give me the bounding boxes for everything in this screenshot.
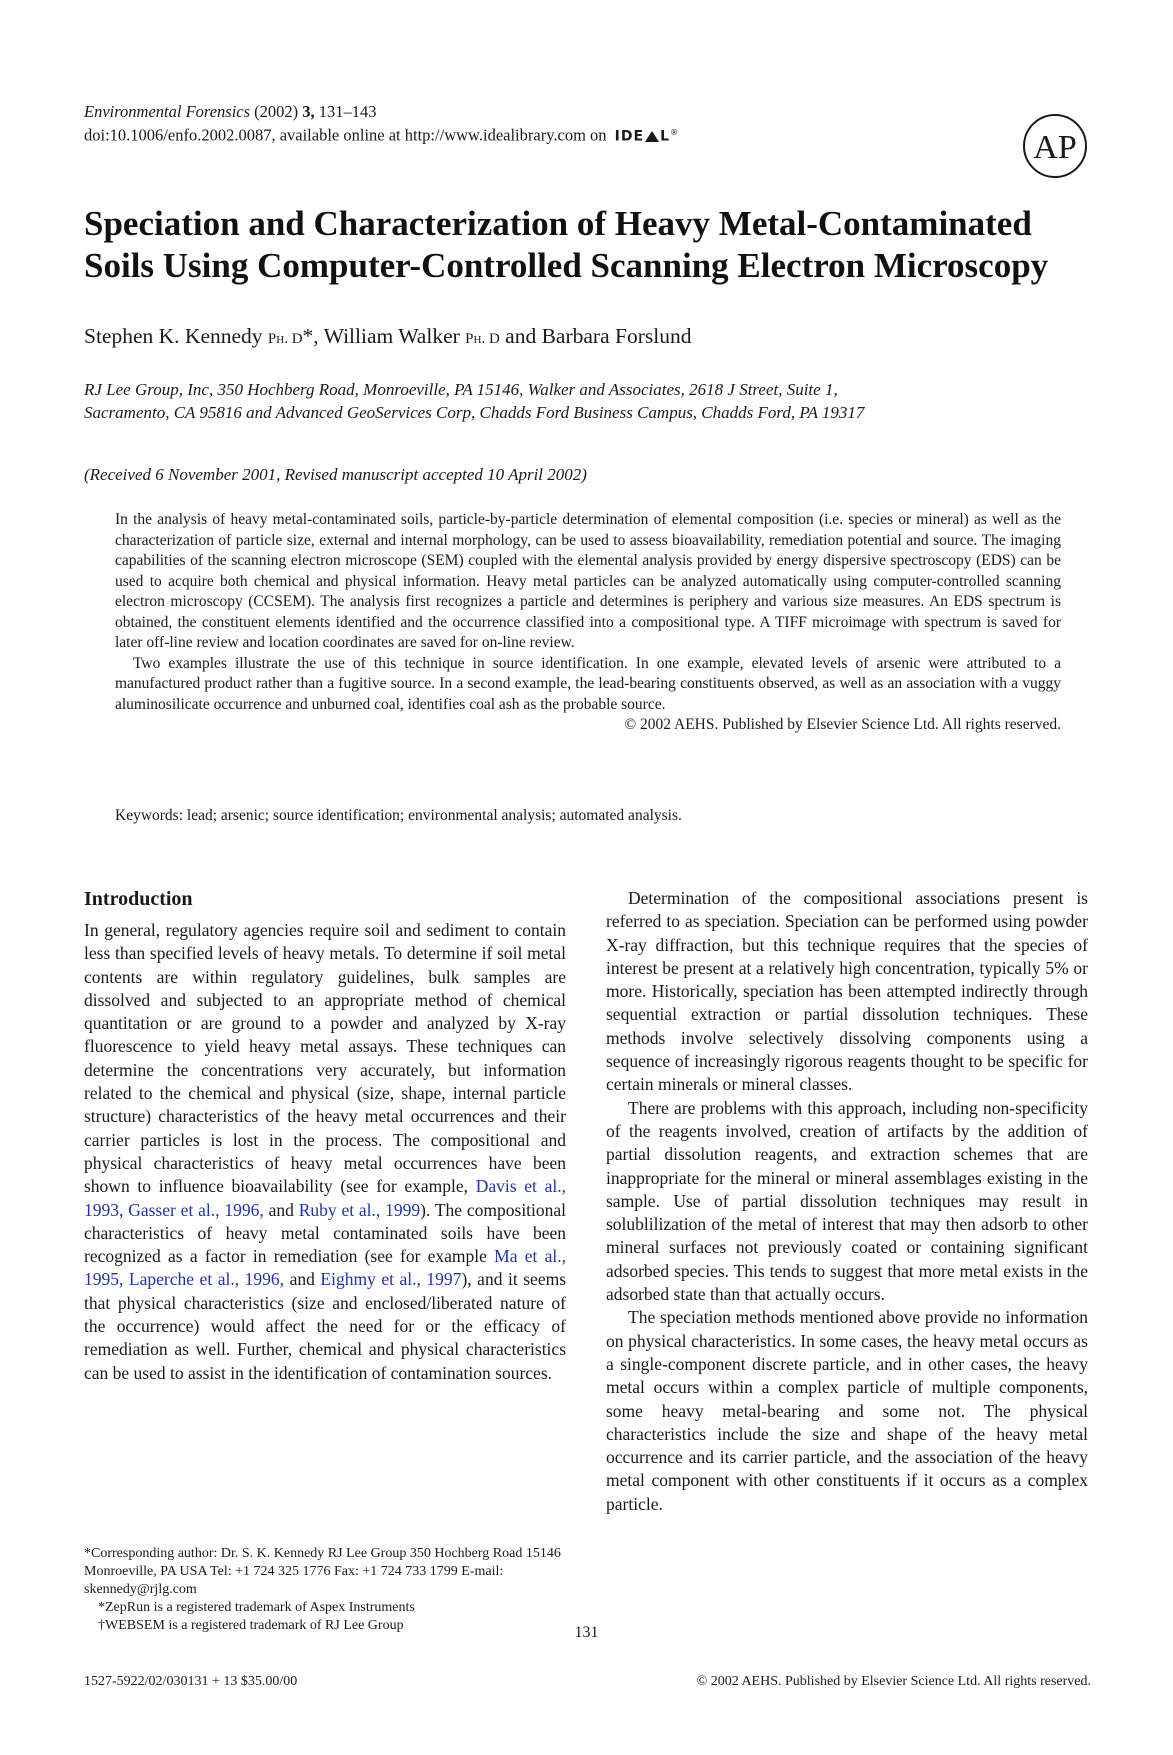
citation-eighmy-1997[interactable]: Eighmy et al., 1997 (320, 1269, 462, 1290)
author-2-degree: Ph. D (465, 331, 500, 347)
intro-paragraph (84, 919, 566, 1385)
intro-and-2: and (289, 1269, 315, 1290)
citation-gasser-1996[interactable]: Gasser et al., 1996, (128, 1199, 264, 1220)
page-number: 131 (574, 1624, 599, 1641)
affiliation-line-2: Sacramento, CA 95816 and Advanced GeoServices Corp, Chadds Ford Business Campus, Chadds Ford, PA 19317 (84, 402, 865, 422)
citation-laperche-1996[interactable]: Laperche et al., 1996, (128, 1269, 285, 1290)
section-heading-introduction: Introduction (84, 888, 193, 910)
abstract-paragraph-2-text: Two examples illustrate the use of this technique in source identification. In one example, elevated levels of arsenic were attributed to a manufactured product rather than a fugitive source. In a second example, the lead-bearing constituents observed, as well as an association with a vuggy aluminosilicate occurrence and unburned coal, identifies coal ash as the probable source. (115, 654, 1061, 713)
footer-issn: 1527-5922/02/030131 + 13 $35.00/00 (84, 1674, 298, 1689)
keywords: Keywords: lead; arsenic; source identification; environmental analysis; automated analysis. (115, 807, 682, 824)
intro-text-c: ), and it seems that physical characteristics (size and enclosed/liberated nature of the occurrence) would affect the need for or the efficacy of remediation as well. Further, chemical and physical characteristics can be used to assist in the identification of contamination sources. (84, 1269, 567, 1383)
author-2-name: William Walker (323, 324, 460, 348)
journal-year: (2002) (254, 102, 299, 121)
journal-name: Environmental Forensics (84, 102, 251, 121)
title-line-1: Speciation and Characterization of Heavy Metal-Contaminated (84, 204, 1032, 243)
title-line-2: Soils Using Computer-Controlled Scanning Electron Microscopy (84, 246, 1049, 285)
journal-header (84, 101, 679, 148)
author-1-degree: Ph. D (267, 331, 303, 347)
right-paragraph-1: Determination of the compositional associations present is referred to as speciation. Speciation can be performed using powder X-ray diffraction, but this technique requires that the species of interest be present at a relatively high concentration, typically 5% or more. Historically, speciation has been attempted indirectly through sequential extraction or partial dissolution techniques. These methods involve selectively dissolving components using a sequence of increasingly rigorous reagents thought to be specific for certain minerals or mineral classes. (606, 888, 1088, 1095)
affiliation-line-1: RJ Lee Group, Inc, 350 Hochberg Road, Monroeville, PA 15146, Walker and Associates, 2618 J Street, Suite 1, (84, 380, 838, 399)
doi-line (84, 122, 679, 148)
right-column (606, 887, 1088, 1516)
citation-ma-1995[interactable]: Ma et al., 1995, (84, 1246, 566, 1290)
footnotes (84, 1545, 566, 1635)
footnote-zeprun: *ZepRun is a registered trademark of Aspex Instruments (98, 1600, 415, 1615)
intro-and-1: and (268, 1199, 294, 1220)
author-1-mark: *, (302, 324, 319, 348)
ap-logo-text: AP (1033, 129, 1077, 166)
left-column (84, 887, 566, 1385)
intro-text-b: ). The compositional characteristics of heavy metal contaminated soils have been recognized as a factor in remediation (see for example (84, 1199, 567, 1267)
intro-text-a: In general, regulatory agencies require soil and sediment to contain less than specified levels of heavy metals. To determine if soil metal contents are within regulatory guidelines, bulk samples are dissolved and subjected to an appropriate method of chemical quantitation or are ground to a powder and analyzed by X-ray fluorescence to yield heavy metal assays. These techniques can determine the concentrations very accurately, but information related to the chemical and physical (size, shape, internal particle structure) characteristics of the heavy metal occurrences and their carrier particles is lost in the process. The compositional and physical characteristics of heavy metal occurrences have been shown to influence bioavailability (see for example, (84, 920, 566, 1197)
paper-title (84, 203, 1094, 287)
footer-copyright: © 2002 AEHS. Published by Elsevier Science Ltd. All rights reserved. (696, 1674, 1091, 1689)
affiliations (84, 379, 1094, 424)
abstract-paragraph-2 (115, 654, 1061, 733)
author-3-name: and Barbara Forslund (505, 324, 692, 348)
received-dates: (Received 6 November 2001, Revised manuscript accepted 10 April 2002) (84, 465, 587, 484)
citation-ruby-1999[interactable]: Ruby et al., 1999 (298, 1199, 421, 1220)
journal-pages: 131–143 (318, 102, 377, 121)
author-1-name: Stephen K. Kennedy (84, 324, 263, 348)
ideal-logo: IDE L® (614, 128, 679, 145)
right-paragraph-2: There are problems with this approach, including non-specificity of the reagents involved, creation of artifacts by the addition of partial dissolution reagents, and extraction schemes that are inappropriate for the mineral or mineral assemblages existing in the sample. Use of partial dissolution techniques may result in solublilization of the metal of interest that may then adsorb to other mineral surfaces not previously coated or containing significant adsorbed species. This tends to suggest that more metal exists in the adsorbed state than that actually occurs. (606, 1097, 1088, 1305)
author-list (84, 322, 691, 353)
journal-volume: 3, (302, 102, 315, 121)
citation-davis-1993[interactable]: Davis et al., 1993, (84, 1176, 566, 1220)
ap-publisher-logo (1021, 112, 1089, 180)
right-paragraph-3: The speciation methods mentioned above provide no information on physical characteristics. In some cases, the heavy metal occurs as a single-component discrete particle, and in other cases, the heavy metal occurs within a complex particle of multiple components, some heavy metal-bearing and some not. The physical characteristics include the size and shape of the heavy metal occurrence and its carrier particle, and the association of the heavy metal component with other constituents if it occurs as a complex particle. (606, 1307, 1088, 1514)
footnote-corresponding-author: *Corresponding author: Dr. S. K. Kennedy RJ Lee Group 350 Hochberg Road 15146 Monroeville, PA USA Tel: +1 724 325 1776 Fax: +1 724 733 1799 E-mail: skennedy@rjlg.com (84, 1546, 561, 1597)
doi-text: doi:10.1006/enfo.2002.0087, available online at http://www.idealibrary.com on (84, 125, 607, 145)
abstract (115, 510, 1061, 736)
journal-citation (84, 101, 679, 122)
abstract-paragraph-1: In the analysis of heavy metal-contaminated soils, particle-by-particle determination of elemental composition (i.e. species or mineral) as well as the characterization of particle size, external and internal morphology, can be used to assess bioavailability, remediation potential and source. The imaging capabilities of the scanning electron microscope (SEM) coupled with the elemental analysis provided by energy dispersive spectroscopy (EDS) can be used to acquire both chemical and physical information. Heavy metal particles can be analyzed automatically using computer-controlled scanning electron microscopy (CCSEM). The analysis first recognizes a particle and determines is periphery and various size measures. An EDS spectrum is obtained, the constituent elements identified and the occurrence classified into a compositional type. A TIFF microimage with spectrum is saved for later off-line review and location coordinates are saved for on-line review. (115, 511, 1061, 651)
footnote-websem: †WEBSEM is a registered trademark of RJ Lee Group (98, 1618, 404, 1633)
abstract-copyright: © 2002 AEHS. Published by Elsevier Science Ltd. All rights reserved. (624, 716, 1061, 733)
